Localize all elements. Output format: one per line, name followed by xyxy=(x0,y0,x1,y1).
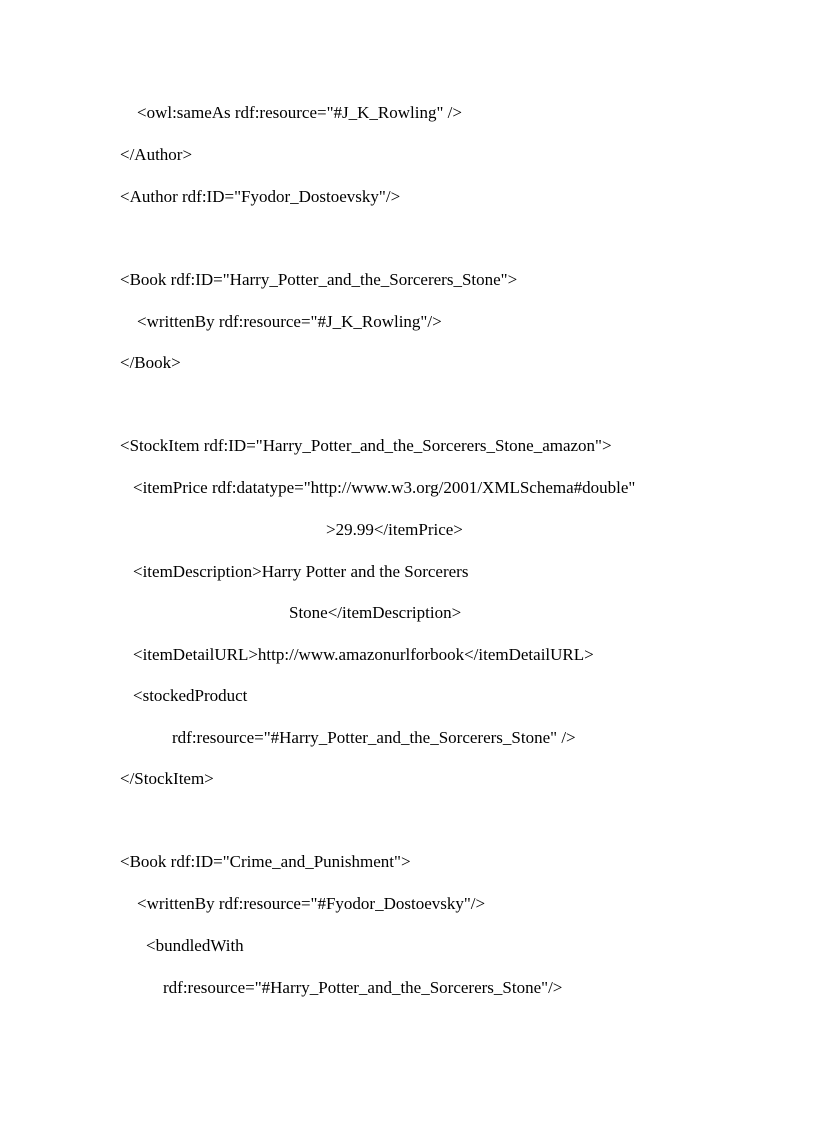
code-line: Stone</itemDescription> xyxy=(289,603,462,622)
code-line: <Author rdf:ID="Fyodor_Dostoevsky"/> xyxy=(120,187,401,206)
code-line: <writtenBy rdf:resource="#Fyodor_Dostoevsky"/> xyxy=(137,894,486,913)
code-line: <owl:sameAs rdf:resource="#J_K_Rowling" /> xyxy=(137,103,462,122)
code-line: </StockItem> xyxy=(120,769,214,788)
code-line: </Book> xyxy=(120,353,181,372)
code-line: rdf:resource="#Harry_Potter_and_the_Sorcerers_Stone" /> xyxy=(172,728,576,747)
code-line: <itemPrice rdf:datatype="http://www.w3.org/2001/XMLSchema#double" xyxy=(133,478,636,497)
code-line: <Book rdf:ID="Crime_and_Punishment"> xyxy=(120,852,411,871)
code-line: <bundledWith xyxy=(146,936,244,955)
code-line: </Author> xyxy=(120,145,193,164)
code-line: <Book rdf:ID="Harry_Potter_and_the_Sorcerers_Stone"> xyxy=(120,270,518,289)
code-line: <itemDescription>Harry Potter and the Sorcerers xyxy=(133,562,469,581)
code-line: <StockItem rdf:ID="Harry_Potter_and_the_Sorcerers_Stone_amazon"> xyxy=(120,436,612,455)
code-line: <writtenBy rdf:resource="#J_K_Rowling"/> xyxy=(137,312,442,331)
code-line: rdf:resource="#Harry_Potter_and_the_Sorcerers_Stone"/> xyxy=(163,978,563,997)
code-line: >29.99</itemPrice> xyxy=(326,520,463,539)
code-line: <stockedProduct xyxy=(133,686,248,705)
code-line: <itemDetailURL>http://www.amazonurlforbook</itemDetailURL> xyxy=(133,645,594,664)
